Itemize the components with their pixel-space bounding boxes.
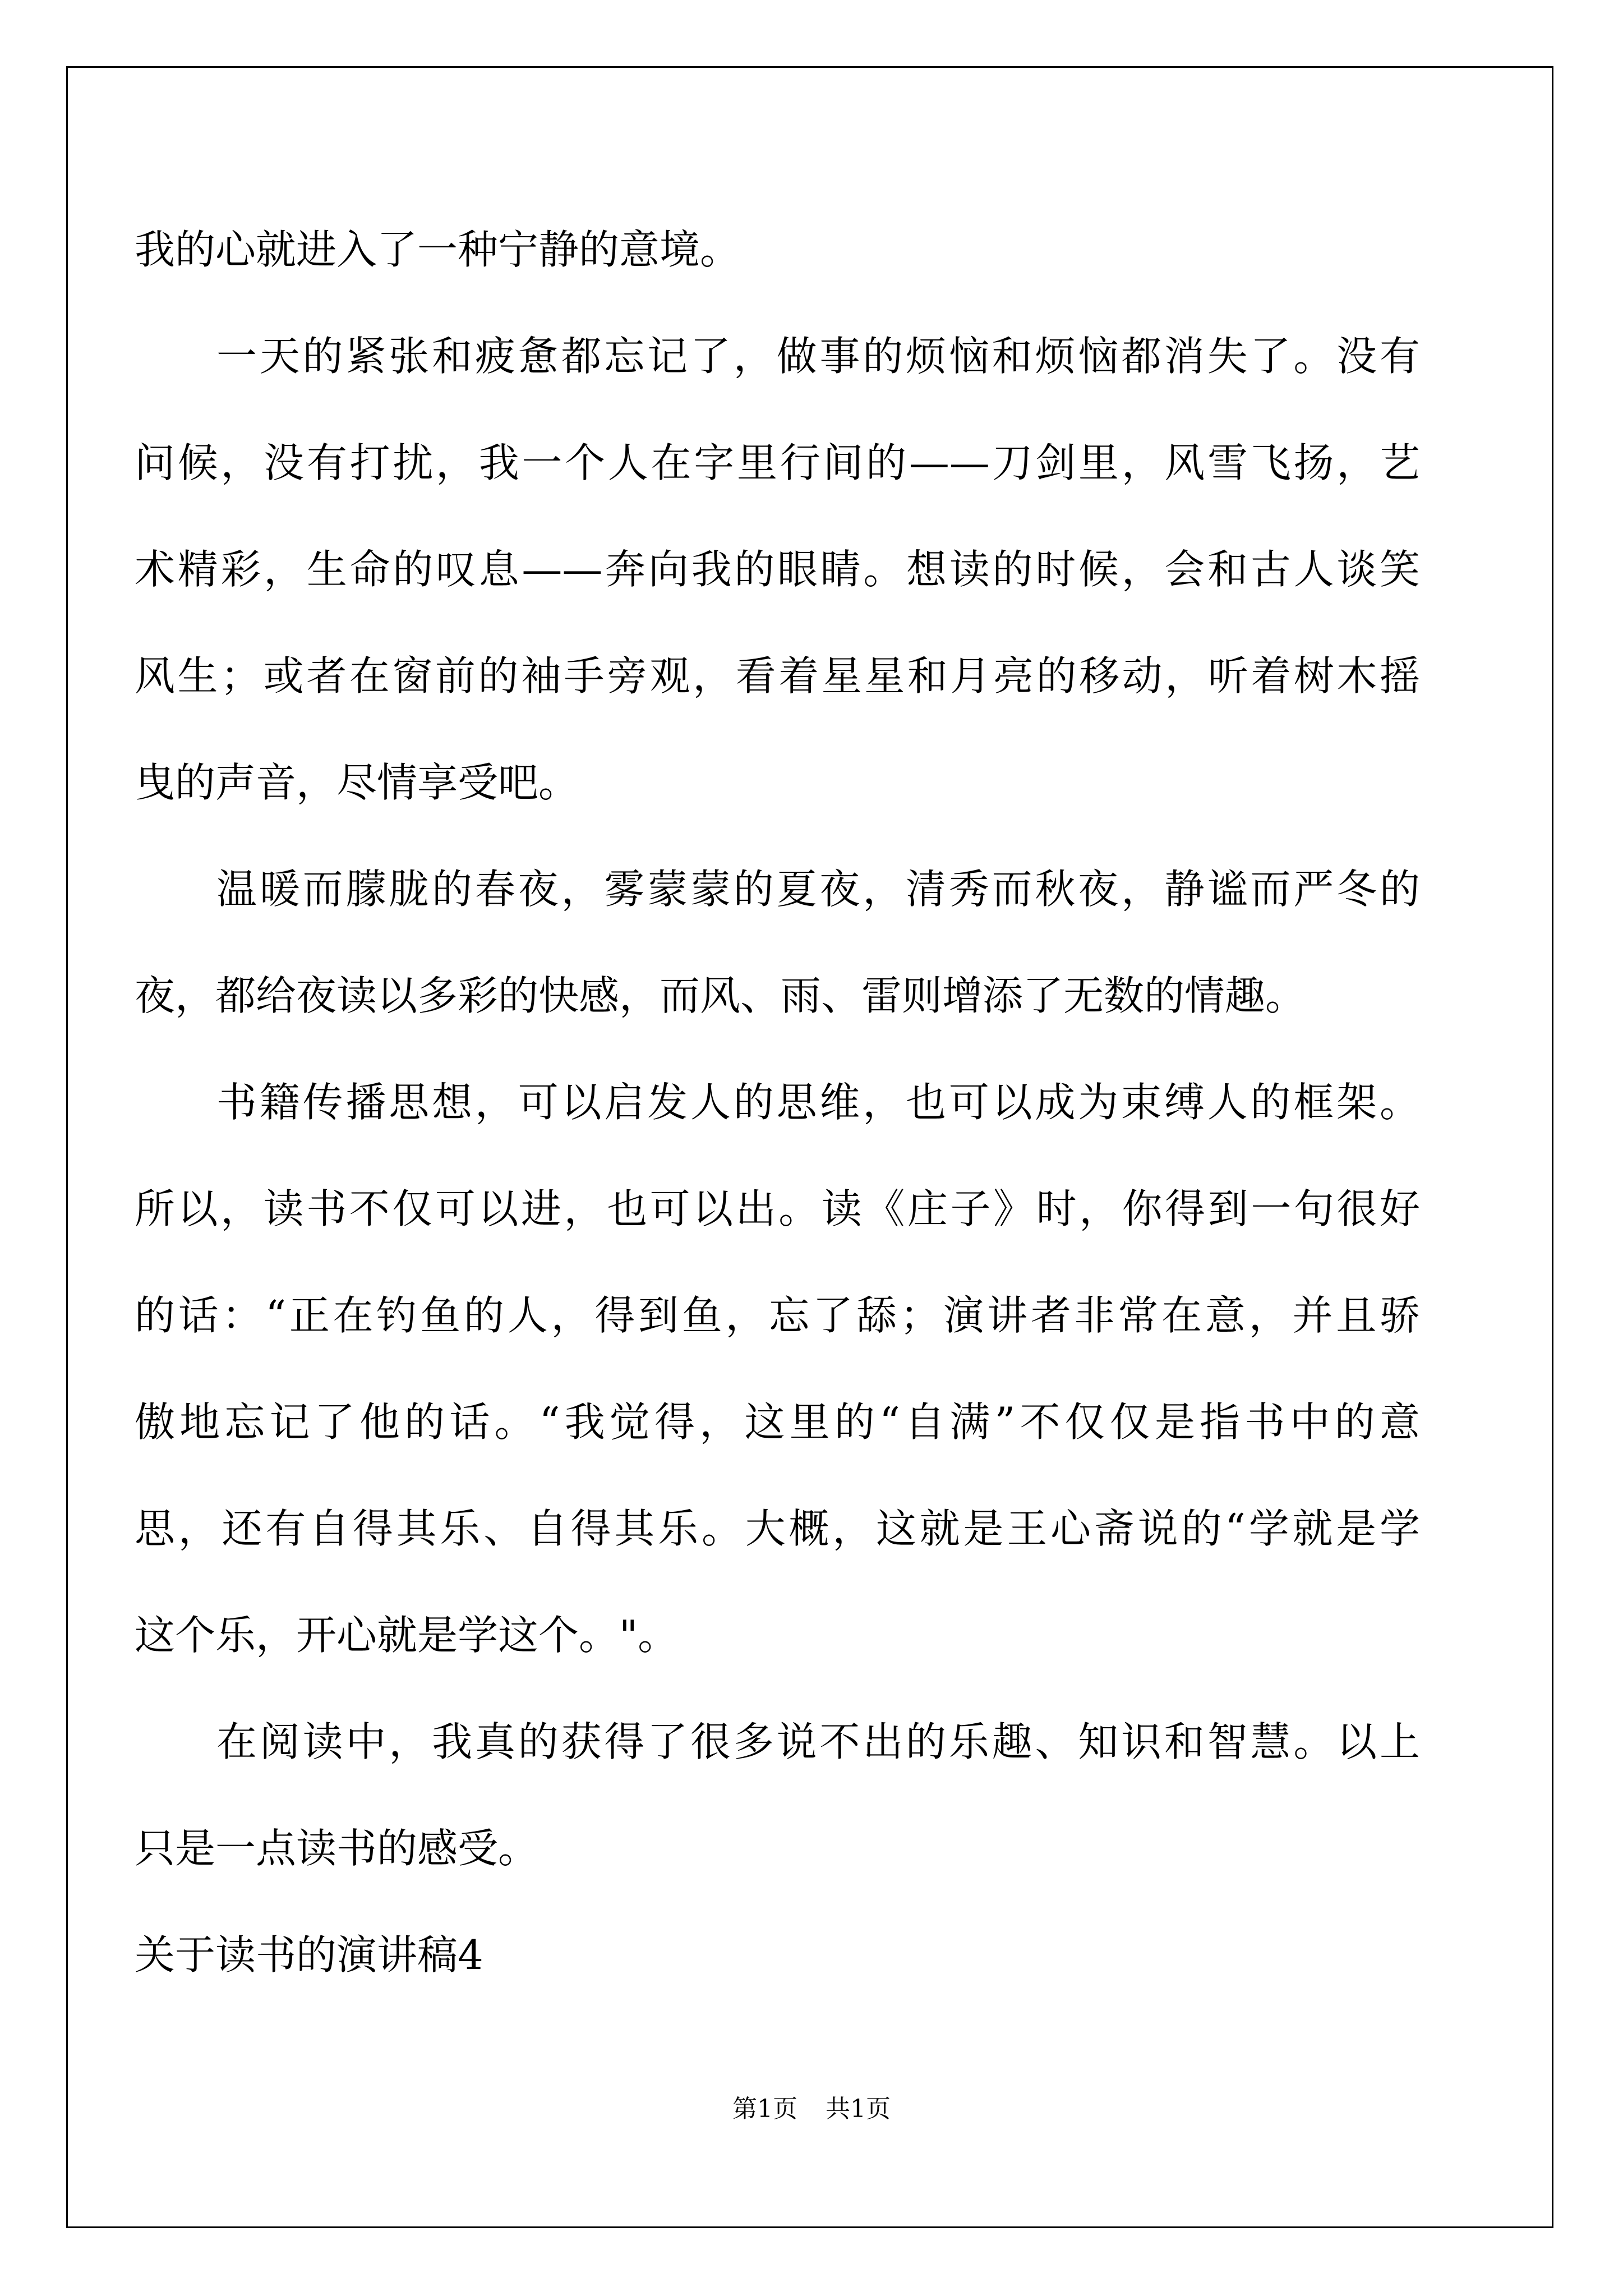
text-line: 风生；或者在窗前的袖手旁观，看着星星和月亮的移动，听着树木摇 <box>135 652 1420 700</box>
text-line: 夜，都给夜读以多彩的快感，而风、雨、雷则增添了无数的情趣。 <box>135 972 1306 1019</box>
paragraph-first-line: 在阅读中，我真的获得了很多说不出的乐趣、知识和智慧。以上 <box>216 1718 1420 1765</box>
text-line: 这个乐，开心就是学这个。"。 <box>135 1612 679 1659</box>
text-line: 所以，读书不仅可以进，也可以出。读《庄子》时，你得到一句很好 <box>135 1185 1420 1232</box>
paragraph-first-line: 温暖而朦胧的春夜，雾蒙蒙的夏夜，清秀而秋夜，静谧而严冬的 <box>216 866 1420 913</box>
text-line: 思，还有自得其乐、自得其乐。大概，这就是王心斋说的“学就是学 <box>135 1505 1420 1552</box>
text-line: 只是一点读书的感受。 <box>135 1825 539 1872</box>
paragraph-first-line: 一天的紧张和疲惫都忘记了，做事的烦恼和烦恼都消失了。没有 <box>216 333 1420 380</box>
text-line: 问候，没有打扰，我一个人在字里行间的——刀剑里，风雪飞扬，艺 <box>135 439 1420 486</box>
paragraph-first-line: 书籍传播思想，可以启发人的思维，也可以成为束缚人的框架。 <box>216 1079 1420 1126</box>
text-line: 傲地忘记了他的话。“我觉得，这里的“自满”不仅仅是指书中的意 <box>135 1398 1420 1446</box>
text-line: 的话：“正在钓鱼的人，得到鱼，忘了舔；演讲者非常在意，并且骄 <box>135 1292 1420 1339</box>
section-heading: 关于读书的演讲稿4 <box>135 1931 483 1978</box>
page-number-current: 第1页 <box>732 2095 797 2123</box>
text-line: 曳的声音，尽情享受吧。 <box>135 759 579 806</box>
text-line: 术精彩，生命的叹息——奔向我的眼睛。想读的时候，会和古人谈笑 <box>135 546 1420 593</box>
page-number-total: 共1页 <box>826 2095 891 2123</box>
page-footer <box>0 2092 1623 2126</box>
text-line: 我的心就进入了一种宁静的意境。 <box>135 226 741 273</box>
